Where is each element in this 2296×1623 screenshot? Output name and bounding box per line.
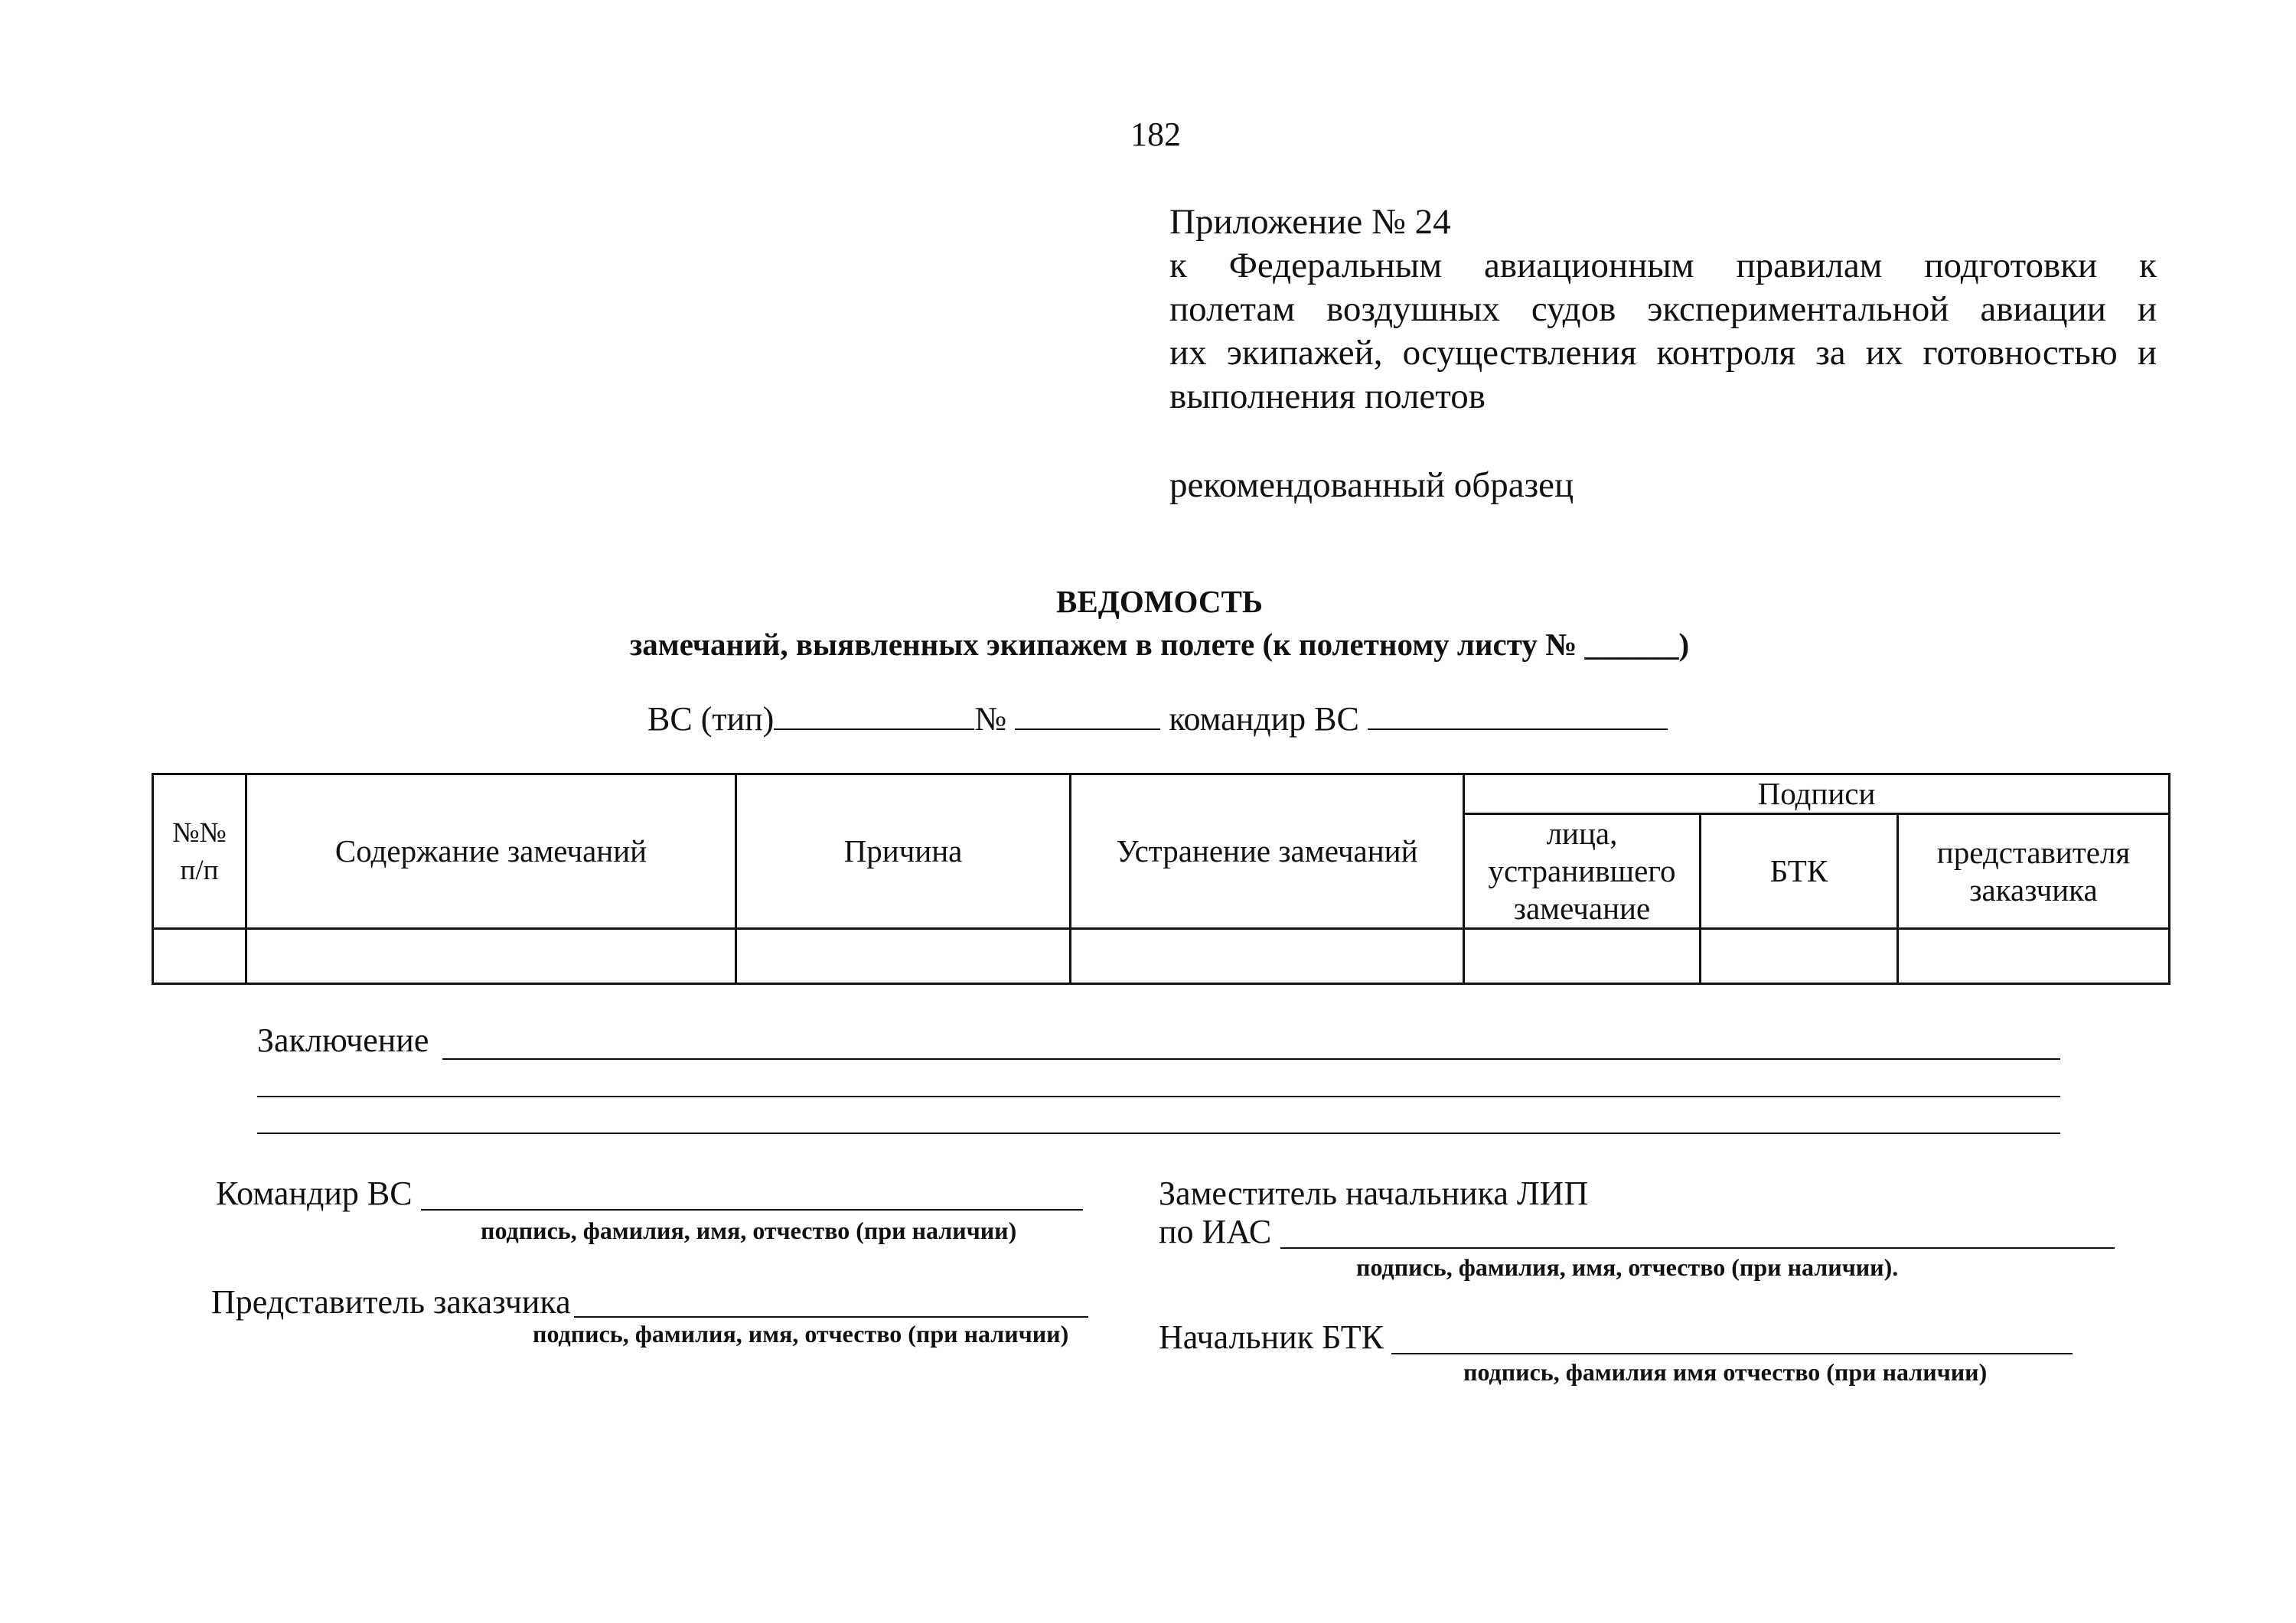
conclusion-line[interactable] — [442, 1058, 2060, 1060]
document-subtitle: замечаний, выявленных экипажем в полете (к полетному листу № ______) — [629, 627, 1690, 662]
commander-sign-caption: подпись, фамилия, имя, отчество (при наличии) — [481, 1217, 1017, 1244]
header-content: Содержание замечаний — [246, 774, 736, 929]
conclusion-label: Заключение — [257, 1022, 429, 1059]
header-sig-person: лица, устранившего замечание — [1464, 814, 1701, 929]
header-signatures: Подписи — [1464, 774, 2170, 814]
table-cell[interactable] — [736, 929, 1071, 984]
remarks-table — [152, 773, 2170, 985]
appendix-description-line: их экипажей, осуществления контроля за их готовностью и — [1169, 333, 2157, 373]
aircraft-number-field[interactable] — [1015, 699, 1160, 730]
table-row — [153, 929, 2170, 984]
table-cell[interactable] — [1701, 929, 1898, 984]
aircraft-number-label: № — [974, 700, 1007, 738]
conclusion-line[interactable] — [257, 1133, 2060, 1134]
deputy-sign-line[interactable] — [1280, 1247, 2115, 1249]
table-cell[interactable] — [246, 929, 736, 984]
customer-sign-caption: подпись, фамилия, имя, отчество (при наличии) — [533, 1320, 1069, 1348]
table-cell[interactable] — [1071, 929, 1464, 984]
appendix-description-line: выполнения полетов — [1169, 376, 1486, 416]
customer-sign-line[interactable] — [574, 1316, 1088, 1318]
deputy-sign-label-line2: по ИАС — [1159, 1213, 1272, 1250]
document-title: ВЕДОМОСТЬ — [1056, 584, 1263, 619]
header-reason: Причина — [736, 774, 1071, 929]
header-number: №№ п/п — [153, 774, 246, 929]
customer-sign-label: Представитель заказчика — [211, 1283, 571, 1321]
table-cell[interactable] — [153, 929, 246, 984]
table-cell[interactable] — [1898, 929, 2170, 984]
appendix-description-line: к Федеральным авиационным правилам подготовки к — [1169, 246, 2157, 285]
btk-head-sign-label: Начальник БТК — [1159, 1318, 1384, 1356]
btk-head-sign-caption: подпись, фамилия имя отчество (при наличии) — [1463, 1358, 1988, 1386]
appendix-description-line: полетам воздушных судов экспериментальной авиации и — [1169, 289, 2157, 329]
btk-head-sign-line[interactable] — [1391, 1353, 2073, 1354]
aircraft-type-label: ВС (тип) — [647, 700, 775, 738]
header-sig-btk: БТК — [1701, 814, 1898, 929]
aircraft-line — [647, 699, 1668, 738]
aircraft-type-field[interactable] — [774, 699, 974, 730]
commander-label: командир ВС — [1169, 700, 1359, 738]
table-cell[interactable] — [1464, 929, 1701, 984]
commander-sign-line[interactable] — [421, 1209, 1083, 1211]
appendix-title: Приложение № 24 — [1169, 202, 1451, 242]
deputy-sign-caption: подпись, фамилия, имя, отчество (при наличии). — [1356, 1253, 1899, 1281]
deputy-sign-label-line1: Заместитель начальника ЛИП — [1159, 1175, 1589, 1212]
commander-sign-label: Командир ВС — [216, 1175, 413, 1212]
sample-note: рекомендованный образец — [1169, 465, 1574, 505]
appendix-block — [1169, 200, 2157, 419]
commander-field[interactable] — [1368, 699, 1668, 730]
header-sig-customer: представителя заказчика — [1898, 814, 2170, 929]
conclusion-line[interactable] — [257, 1096, 2060, 1097]
page-number: 182 — [1130, 116, 1181, 153]
header-fix: Устранение замечаний — [1071, 774, 1464, 929]
